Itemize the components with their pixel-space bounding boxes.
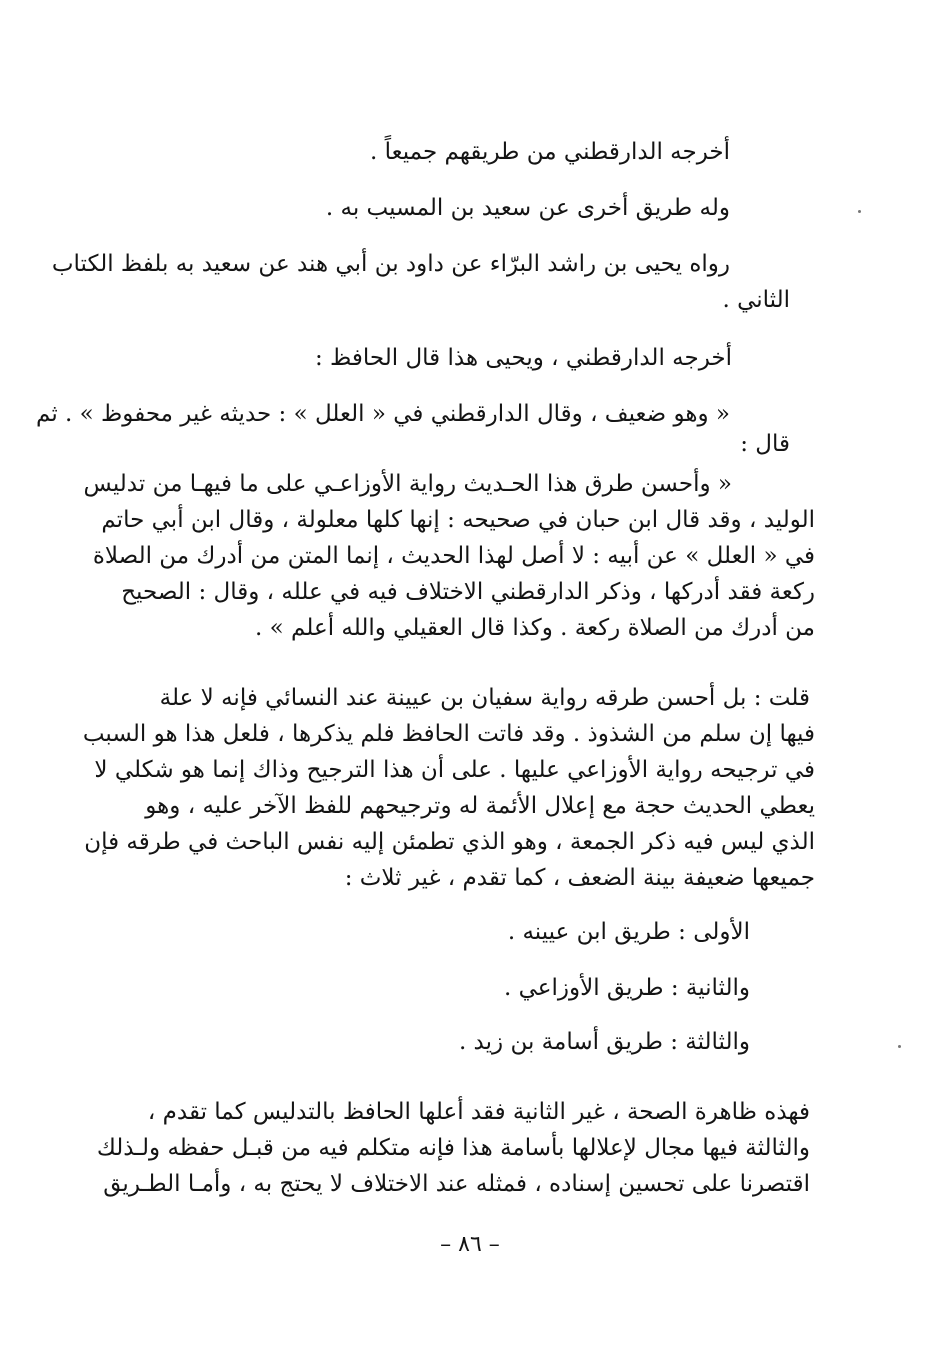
text-line: رواه يحيى بن راشد البرّاء عن داود بن أبي هند عن سعيد به بلفظ الكتاب	[51, 251, 730, 277]
text-line: الوليد ، وقد قال ابن حبان في صحيحه : إنها كلها معلولة ، وقال ابن أبي حاتم	[101, 507, 815, 533]
scan-speck	[858, 210, 861, 213]
text-line: جميعها ضعيفة بينة الضعف ، كما تقدم ، غير ثلاث :	[344, 865, 815, 891]
text-line: أخرجه الدارقطني من طريقهم جميعاً .	[370, 139, 730, 165]
text-line: « وهو ضعيف ، وقال الدارقطني في « العلل » : حديثه غير محفوظ » . ثم	[36, 401, 730, 427]
text-line: ركعة فقد أدركها ، وذكر الدارقطني الاختلاف فيه في علله ، وقال : الصحيح	[121, 579, 815, 605]
text-line: « وأحسن طرق هذا الحـديث رواية الأوزاعـي على ما فيهـا من تدليس	[83, 471, 732, 497]
text-line: قلت : بل أحسن طرقه رواية سفيان بن عيينة عند النسائي فإنه لا علة	[159, 685, 810, 711]
scan-speck	[898, 1045, 901, 1048]
text-line: الثاني .	[722, 287, 790, 313]
text-line: وله طريق أخرى عن سعيد بن المسيب به .	[325, 195, 730, 221]
text-line: اقتصرنا على تحسين إسناده ، فمثله عند الاختلاف لا يحتج به ، وأمـا الطـريق	[103, 1171, 810, 1197]
text-line: الذي ليس فيه ذكر الجمعة ، وهو الذي تطمئن إليه نفس الباحث في طرقه فإن	[84, 829, 815, 855]
text-line: والثالثة : طريق أسامة بن زيد .	[458, 1029, 750, 1055]
text-line: في ترجيحه رواية الأوزاعي عليها . على أن هذا الترجيح وذاك إنما هو شكلي لا	[94, 757, 815, 783]
text-line: يعطي الحديث حجة مع إعلال الأئمة له وترجيحهم للفظ الآخر عليه ، وهو	[145, 793, 815, 819]
text-line: أخرجه الدارقطني ، ويحيى هذا قال الحافظ :	[315, 345, 732, 371]
text-line: فهذه ظاهرة الصحة ، غير الثانية فقد أعلها الحافظ بالتدليس كما تقدم ،	[147, 1099, 810, 1125]
text-line: فيها إن سلم من الشذوذ . وقد فاتت الحافظ فلم يذكرها ، فلعل هذا هو السبب	[82, 721, 815, 747]
text-line: في « العلل » عن أبيه : لا أصل لهذا الحديث ، إنما المتن من أدرك من الصلاة	[92, 543, 815, 569]
text-line: والثالثة فيها مجال لإعلالها بأسامة هذا فإنه متكلم فيه من قبـل حفظه ولـذلك	[96, 1135, 810, 1161]
text-line: قال :	[740, 431, 790, 457]
text-line: من أدرك من الصلاة ركعة . وكذا قال العقيلي والله أعلم » .	[255, 615, 815, 641]
text-line: والثانية : طريق الأوزاعي .	[503, 975, 750, 1001]
text-line: الأولى : طريق ابن عيينه .	[507, 919, 750, 945]
page-number: – ٨٦ –	[440, 1232, 500, 1257]
